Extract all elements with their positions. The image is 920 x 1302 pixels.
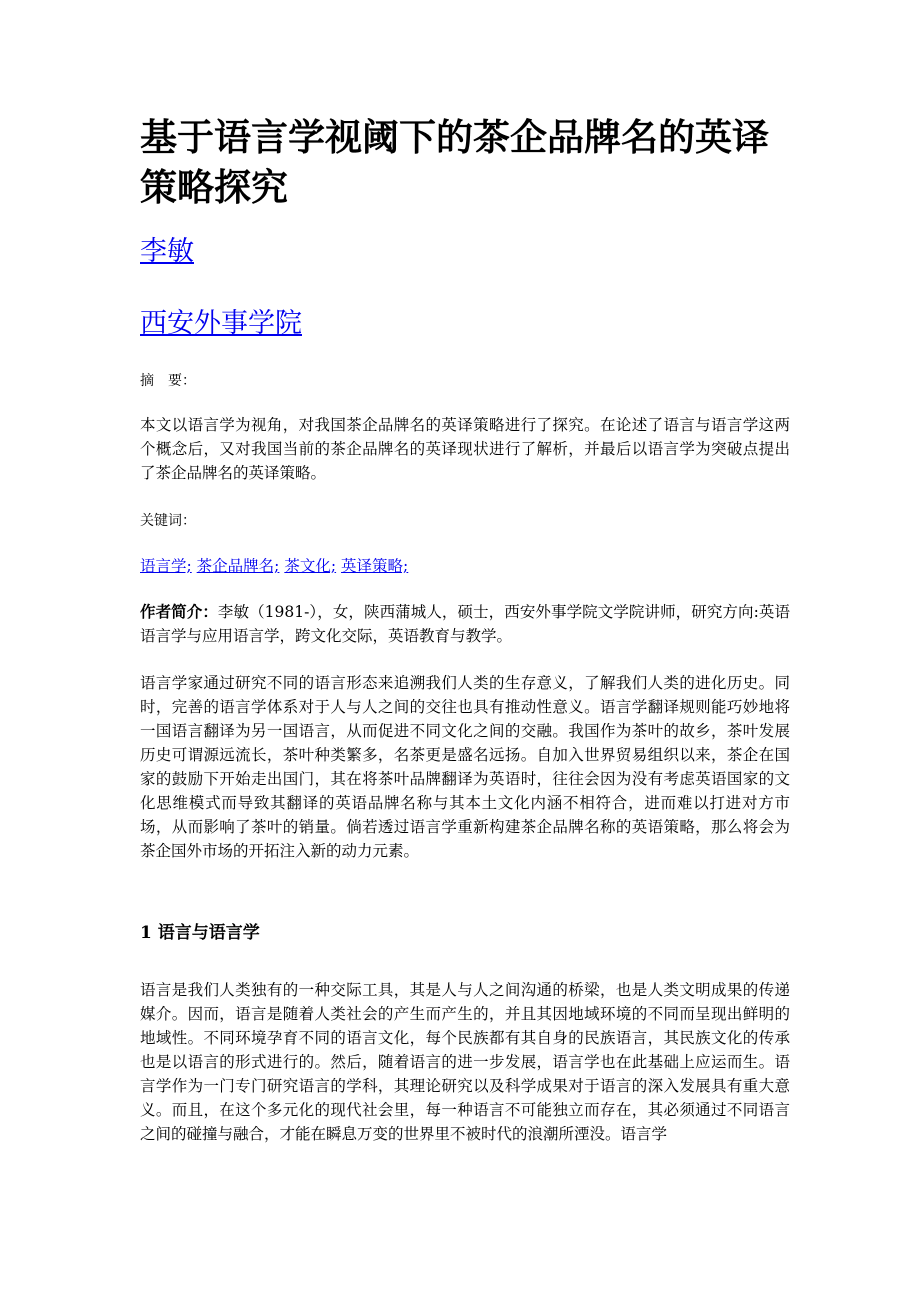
intro-paragraph: 语言学家通过研究不同的语言形态来追溯我们人类的生存意义，了解我们人类的进化历史。同时，完善的语言学体系对于人与人之间的交往也具有推动性意义。语言学翻译规则能巧妙地将一国语言翻译为另一国语言，从而促进不同文化之间的交融。我国作为茶叶的故乡，茶叶发展历史可谓源远流长，茶叶种类繁多，名茶更是盛名远扬。自加入世界贸易组织以来，茶企在国家的鼓励下开始走出国门，其在将茶叶品牌翻译为英语时，往往会因为没有考虑英语国家的文化思维模式而导致其翻译的英语品牌名称与其本土文化内涵不相符合，进而难以打进对方市场，从而影响了茶叶的销量。倘若透过语言学重新构建茶企品牌名称的英语策略，那么将会为茶企国外市场的开拓注入新的动力元素。 — [140, 674, 790, 860]
keyword-link[interactable]: 英译策略; — [341, 557, 409, 575]
author-link[interactable]: 李敏 — [140, 236, 194, 267]
keyword-link[interactable]: 语言学; — [140, 557, 192, 575]
article-title: 基于语言学视阈下的茶企品牌名的英译策略探究 — [140, 115, 769, 209]
section-paragraph: 语言是我们人类独有的一种交际工具，其是人与人之间沟通的桥梁，也是人类文明成果的传递媒介。因而，语言是随着人类社会的产生而产生的，并且其因地域环境的不同而呈现出鲜明的地域性。不同环境孕育不同的语言文化，每个民族都有其自身的民族语言，其民族文化的传承也是以语言的形式进行的。然后，随着语言的进一步发展，语言学也在此基础上应运而生。语言学作为一门专门研究语言的学科，其理论研究以及科学成果对于语言的深入发展具有重大意义。而且，在这个多元化的现代社会里，每一种语言不可能独立而存在，其必须通过不同语言之间的碰撞与融合，才能在瞬息万变的世界里不被时代的浪潮所湮没。语言学 — [140, 981, 790, 1143]
abstract-text: 本文以语言学为视角，对我国茶企品牌名的英译策略进行了探究。在论述了语言与语言学这两个概念后，又对我国当前的茶企品牌名的英译现状进行了解析，并最后以语言学为突破点提出了茶企品牌名的英译策略。 — [140, 416, 790, 482]
keyword-link[interactable]: 茶企品牌名; — [196, 557, 280, 575]
author-bio-label: 作者简介： — [140, 602, 218, 621]
section-heading: 1 语言与语言学 — [140, 923, 260, 943]
keywords-label: 关键词： — [140, 513, 196, 529]
keywords-list — [140, 554, 408, 578]
keyword-link[interactable]: 茶文化; — [284, 557, 337, 575]
author-bio-text: 李敏（1981-），女，陕西蒲城人，硕士，西安外事学院文学院讲师，研究方向:英语语言学与应用语言学，跨文化交际，英语教育与教学。 — [140, 603, 790, 645]
author-bio — [140, 600, 790, 648]
abstract-label-part2: 要： — [168, 373, 196, 389]
abstract-label-part1: 摘 — [140, 373, 154, 389]
affiliation-link[interactable]: 西安外事学院 — [140, 308, 302, 339]
abstract-label — [140, 369, 196, 393]
